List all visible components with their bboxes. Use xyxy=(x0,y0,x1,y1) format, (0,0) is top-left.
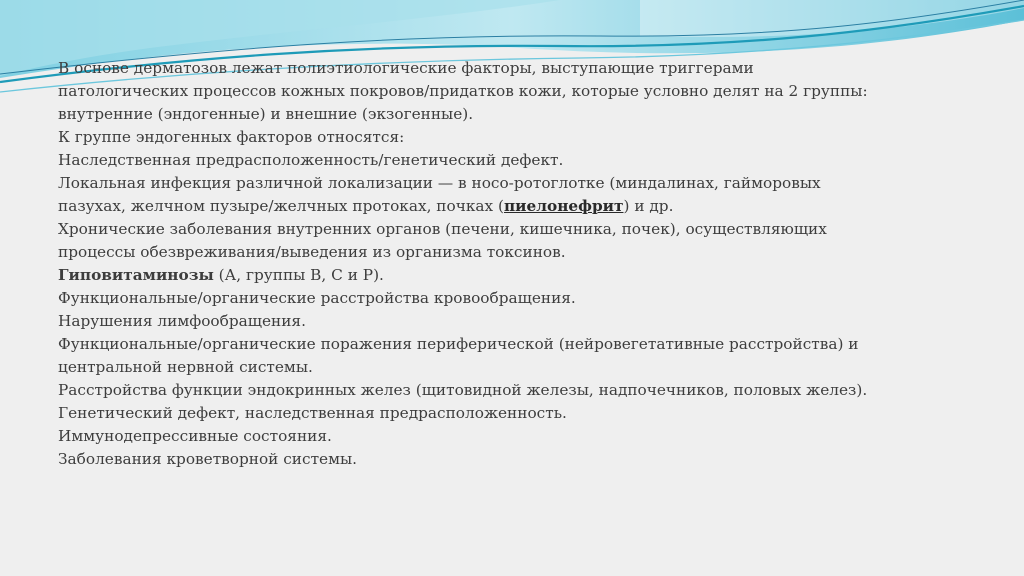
text-line: процессы обезвреживания/выведения из организма токсинов. xyxy=(58,243,566,261)
text-line: К группе эндогенных факторов относятся: xyxy=(58,128,405,146)
pyelonephritis-link[interactable]: пиелонефрит xyxy=(503,197,624,215)
text-line: Функциональные/органические расстройства кровообращения. xyxy=(58,289,576,307)
text-line: Нарушения лимфообращения. xyxy=(58,312,306,330)
text-line: Иммунодепрессивные состояния. xyxy=(58,427,332,445)
body-text xyxy=(58,57,958,471)
text-line: патологических процессов кожных покровов/придатков кожи, которые условно делят на 2 группы: xyxy=(58,82,868,100)
text-segment: (А, группы В, С и Р). xyxy=(213,266,384,284)
text-line: Локальная инфекция различной локализации — в носо-ротоглотке (миндалинах, гайморовых xyxy=(58,174,821,192)
text-line: Хронические заболевания внутренних органов (печени, кишечника, почек), осуществляющих xyxy=(58,220,827,238)
text-line: Расстройства функции эндокринных желез (щитовидной железы, надпочечников, половых желез). xyxy=(58,381,868,399)
text-line xyxy=(58,264,958,287)
hypovitaminosis-term: Гиповитаминозы xyxy=(58,266,214,284)
text-segment: ) и др. xyxy=(623,197,674,215)
text-line: В основе дерматозов лежат полиэтиологические факторы, выступающие триггерами xyxy=(58,59,754,77)
text-line: центральной нервной системы. xyxy=(58,358,313,376)
text-line xyxy=(58,195,958,218)
text-segment: пазухах, желчном пузыре/желчных протоках, почках ( xyxy=(58,197,504,215)
text-line: Функциональные/органические поражения периферической (нейровегетативные расстройства) и xyxy=(58,335,859,353)
text-line: Заболевания кроветворной системы. xyxy=(58,450,358,468)
text-line: Генетический дефект, наследственная предрасположенность. xyxy=(58,404,567,422)
text-line: Наследственная предрасположенность/генетический дефект. xyxy=(58,151,564,169)
text-line: внутренние (эндогенные) и внешние (экзогенные). xyxy=(58,105,474,123)
